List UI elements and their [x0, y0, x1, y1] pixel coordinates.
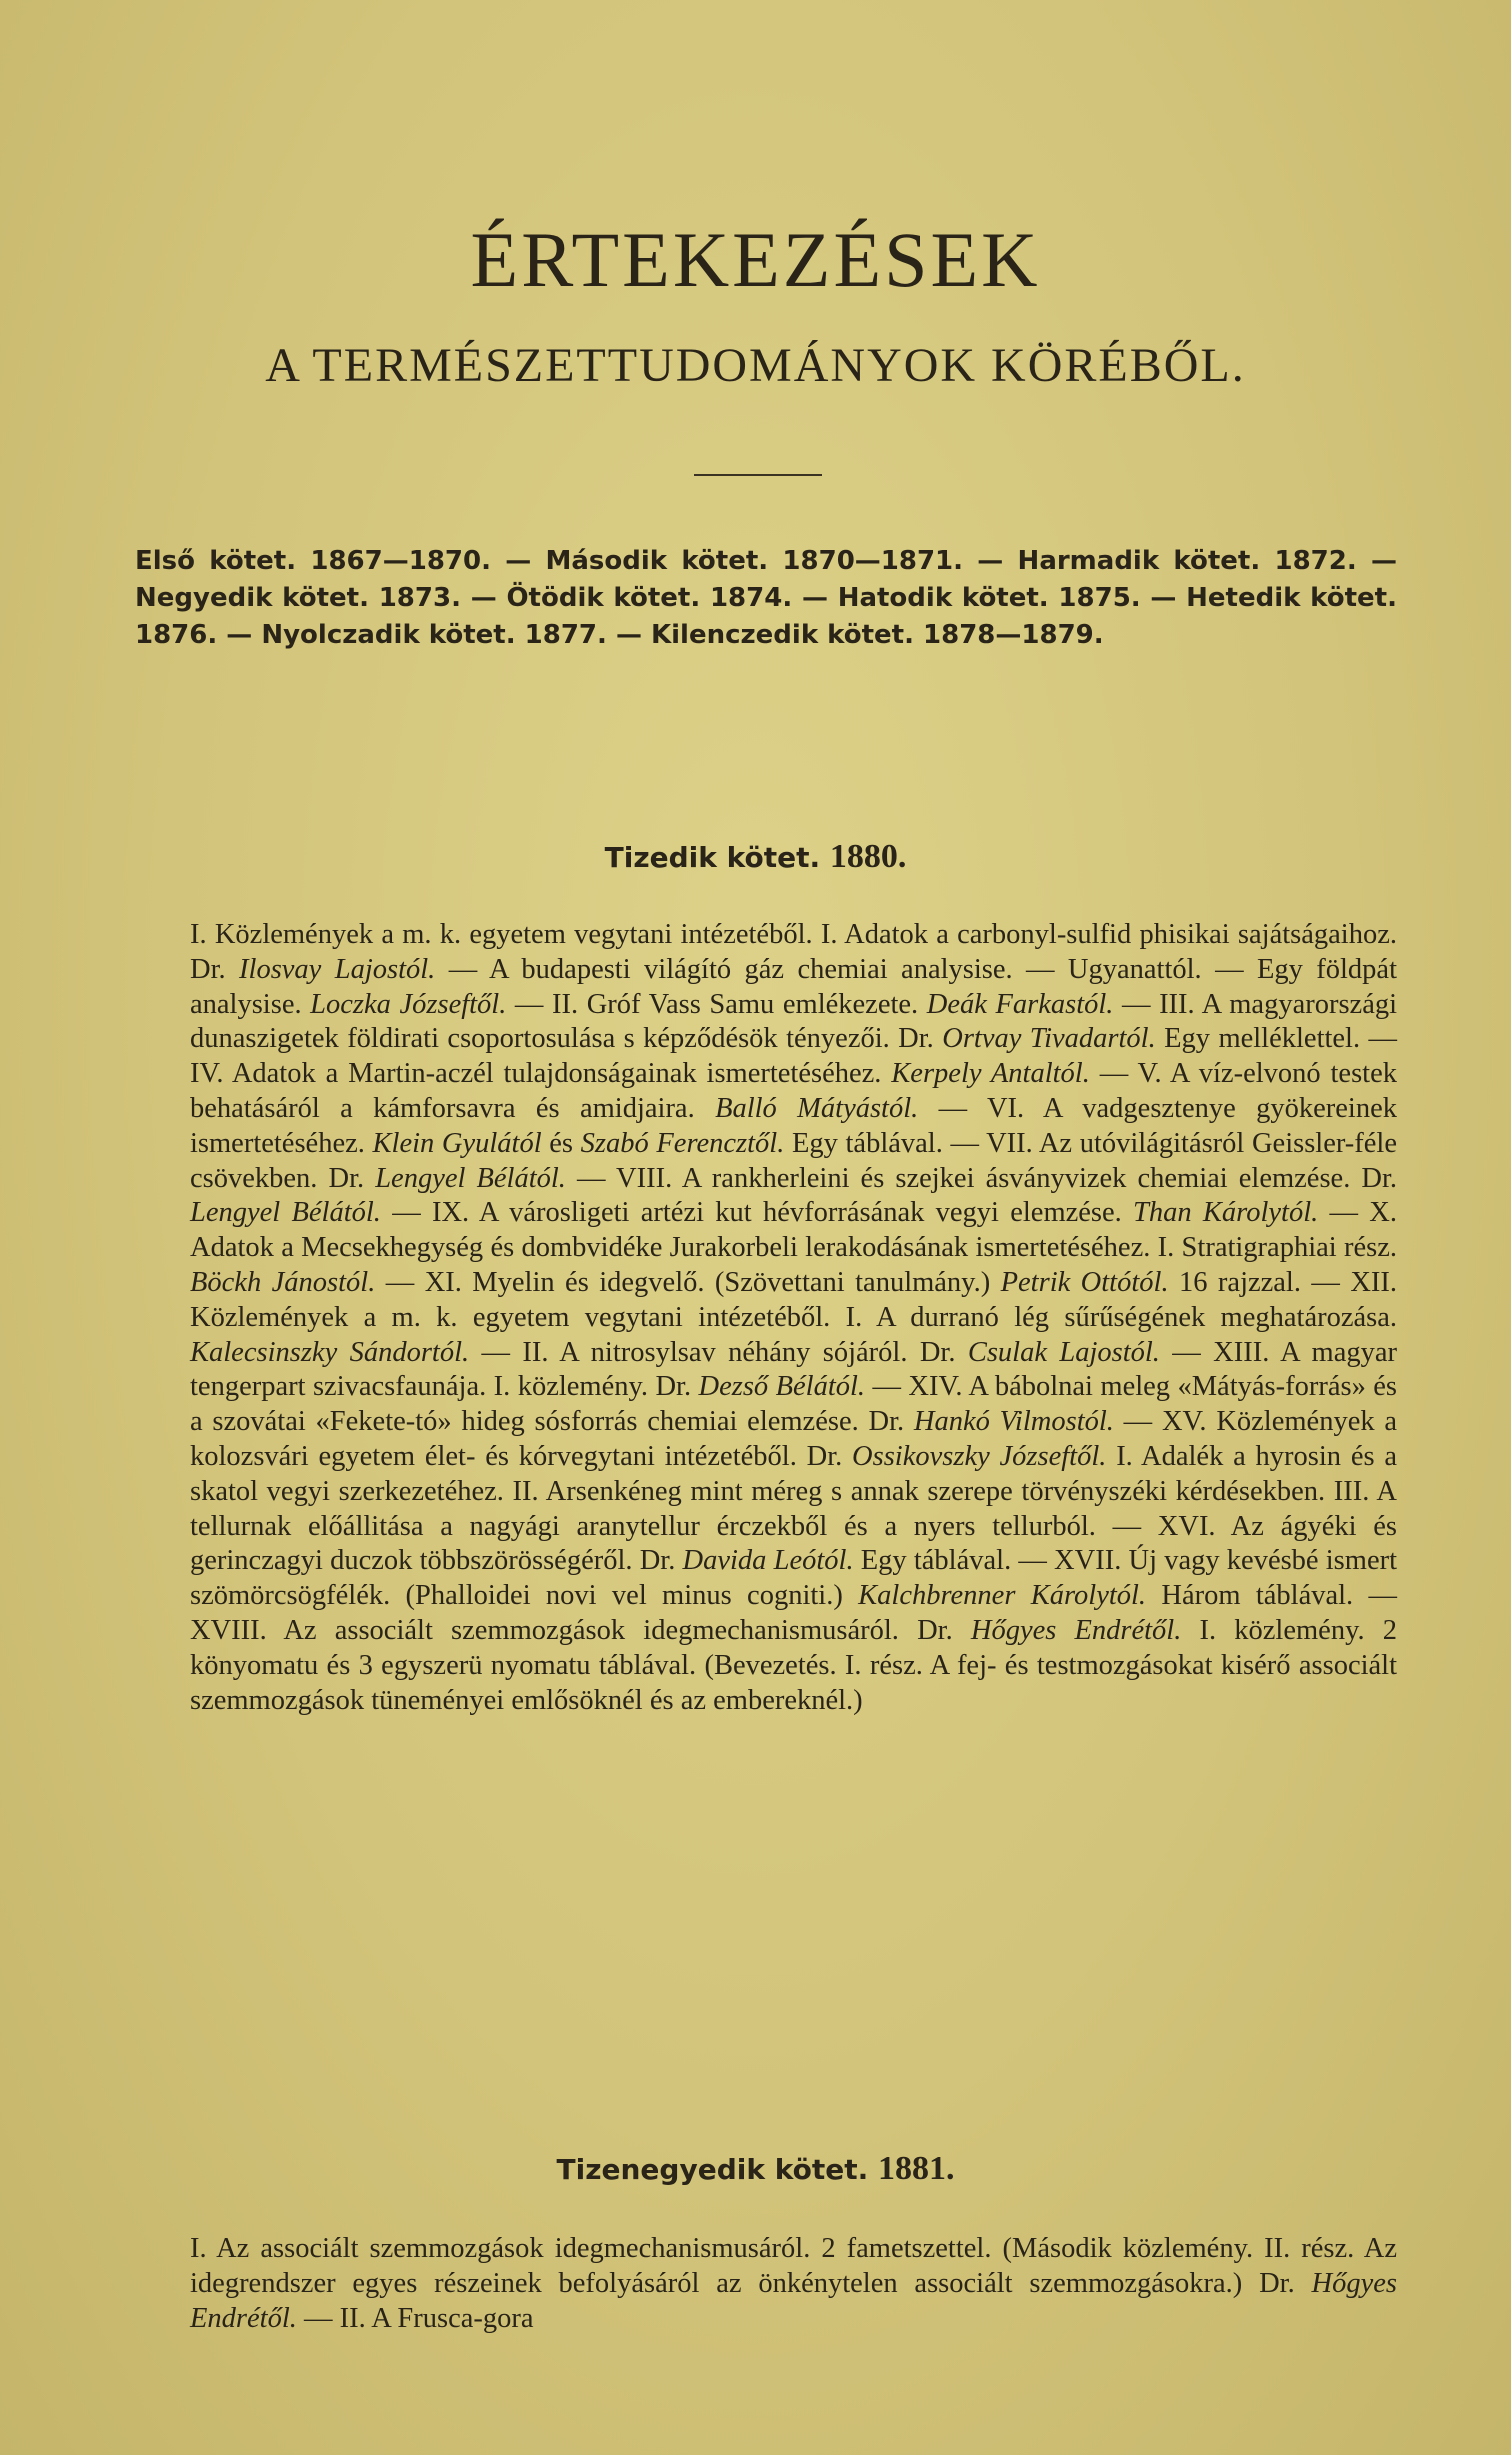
author-name: Kalchbrenner Károlytól.	[858, 1580, 1147, 1612]
author-name: Davida Leótól.	[682, 1545, 854, 1577]
text-run: I. Adalék a hyrosin és a skatol vegyi szerkezetéhez. II. Arsenkéneg mint méreg s annak szerepe törvényszéki kérdésekben. III. A tellurnak előállitása a nagyági aranytellur érczekből és a nyers tellurból. — XVI. Az ágyéki és gerinczagyi duczok többszörösségéről. Dr.	[190, 1440, 1398, 1577]
volume-10-heading	[0, 838, 1511, 876]
text-run: Egy melléklettel. — IV. Adatok a Martin-aczél tulajdonságainak ismertetéséhez.	[190, 1023, 1398, 1090]
text-run: — II. A Frusca-gora	[296, 2302, 534, 2334]
author-name: Ossikovszky Józseftől.	[852, 1440, 1107, 1472]
volume-10-year: 1880.	[829, 838, 907, 875]
author-name: Deák Farkastól.	[926, 988, 1114, 1020]
author-name: Balló Mátyástól.	[715, 1092, 919, 1124]
text-run: — V. A víz-elvonó testek behatásáról a kámforsavra és amidjaira.	[190, 1058, 1397, 1124]
text-run: — VIII. A rankherleini és szejkei ásványvizek chemiai elemzése. Dr.	[565, 1162, 1398, 1194]
text-run: I. Közlemények a m. k. egyetem vegytani intézetéből. I. Adatok a carbonyl-sulfid phisikai sajátságaihoz. Dr.	[190, 919, 1397, 985]
volume-10-contents	[190, 918, 1397, 1718]
author-name: Hankó Vilmostól.	[913, 1406, 1114, 1438]
text-run: Egy táblával. — VII. Az utóvilágitásról Geissler-féle csövekben. Dr.	[190, 1127, 1397, 1194]
volume-10-label: Tizedik kötet.	[604, 841, 821, 874]
text-run: I. Az associált szemmozgások idegmechanismusáról. 2 fametszettel. (Második közlemény. II. rész. Az idegrendszer egyes részeinek befolyásáról az önkénytelen associált szemmozgásokra.) Dr.	[190, 2233, 1397, 2299]
text-run: — II. A nitrosylsav néhány sójáról. Dr.	[469, 1336, 968, 1368]
volume-10-paragraph	[190, 918, 1397, 1718]
volume-11-year: 1881.	[877, 2150, 955, 2187]
text-run: — X. Adatok a Mecsekhegység és dombvidéke Jurakorbeli lerakodásának ismertetéséhez. I. Stratigraphiai rész.	[190, 1197, 1397, 1264]
text-run: — XIV. A bábolnai meleg «Mátyás-forrás» és a szovátai «Fekete-tó» hideg sósforrás chemiai elemzése. Dr.	[190, 1371, 1397, 1438]
volumes-list: Első kötet. 1867—1870. — Második kötet. 1870—1871. — Harmadik kötet. 1872. — Negyedik kötet. 1873. — Ötödik kötet. 1874. — Hatodik kötet. 1875. — Hetedik kötet. 1876. — Nyolczadik kötet. 1877. — Kilenczedik kötet. 1878—1879.	[135, 546, 1397, 650]
author-name: Kerpely Antaltól.	[891, 1058, 1090, 1090]
author-name: Ortvay Tivadartól.	[942, 1023, 1156, 1055]
volume-11-paragraph	[190, 2232, 1397, 2336]
text-run: — III. A magyarországi dunaszigetek földirati csoportosulása s képződésök tényezői. Dr.	[190, 988, 1398, 1055]
volume-11-heading	[0, 2150, 1511, 2188]
text-run: — II. Gróf Vass Samu emlékezete.	[506, 988, 927, 1020]
author-name: Lengyel Bélától.	[375, 1162, 566, 1194]
text-run: — XV. Közlemények a kolozsvári egyetem élet- és kórvegytani intézetéből. Dr.	[190, 1406, 1398, 1472]
text-run: 16 rajzzal. — XII. Közlemények a m. k. egyetem vegytani intézetéből. I. A durranó lég sűrűségének meghatározása.	[190, 1266, 1398, 1333]
author-name: Hőgyes Endrétől.	[970, 1614, 1182, 1646]
author-name: Szabó Ferencztől.	[580, 1127, 785, 1159]
page-title: ÉRTEKEZÉSEK	[470, 216, 1041, 303]
author-name: Kalecsinszky Sándortól.	[190, 1336, 470, 1368]
text-run: — A budapesti világító gáz chemiai analysise. — Ugyanattól. — Egy földpát analysise.	[190, 953, 1398, 1020]
volume-11-label: Tizenegyedik kötet.	[556, 2153, 869, 2186]
author-name: Böckh Jánostól.	[190, 1266, 376, 1298]
text-run: — VI. A vadgesztenye gyökereinek ismertetéséhez.	[190, 1092, 1397, 1159]
author-name: Petrik Ottótól.	[1000, 1266, 1169, 1298]
author-name: Lengyel Bélától.	[190, 1197, 381, 1229]
author-name: Ilosvay Lajostól.	[239, 953, 436, 985]
text-run: — XIII. A magyar tengerpart szivacsfaunája. I. közlemény. Dr.	[190, 1336, 1397, 1403]
text-run: és	[541, 1127, 581, 1159]
text-run: Három táblával. — XVIII. Az associált szemmozgások idegmechanismusáról. Dr.	[190, 1580, 1397, 1646]
page-subtitle: A TERMÉSZETTUDOMÁNYOK KÖRÉBŐL.	[265, 339, 1246, 392]
volume-11-contents	[190, 2232, 1397, 2336]
author-name: Hőgyes Endrétől.	[190, 2267, 1397, 2334]
text-run: I. közlemény. 2 könyomatu és 3 egyszerü nyomatu táblával. (Bevezetés. I. rész. A fej- és testmozgásokat kisérő associált szemmozgások tüneményei emlősöknél és az embereknél.)	[190, 1614, 1397, 1716]
author-name: Dezső Bélától.	[698, 1371, 866, 1403]
author-name: Klein Gyulától	[372, 1127, 542, 1159]
author-name: Csulak Lajostól.	[967, 1336, 1160, 1368]
text-run: Egy táblával. — XVII. Új vagy kevésbé ismert szömörcsögfélék. (Phalloidei novi vel minus cogniti.)	[190, 1545, 1398, 1612]
author-name: Loczka Józseftől.	[310, 988, 507, 1020]
text-run: — IX. A városligeti artézi kut hévforrásának vegyi elemzése.	[380, 1197, 1134, 1229]
text-run: — XI. Myelin és idegvelő. (Szövettani tanulmány.)	[375, 1266, 1001, 1298]
title-divider	[694, 474, 822, 476]
author-name: Than Károlytól.	[1133, 1197, 1319, 1229]
